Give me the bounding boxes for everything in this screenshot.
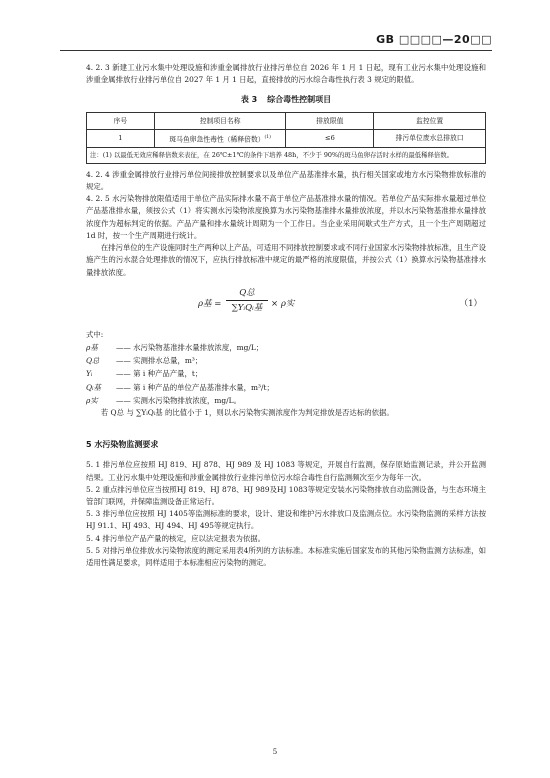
cell-limit: ≤6 xyxy=(286,129,374,147)
page-number: 5 xyxy=(272,748,278,756)
paragraph-5-3: 5. 3 排污单位应按照 HJ 1405等监测标准的要求，设计、建设和维护污水排放口及监测点位。水污染物监测的采样方法按HJ 91.1、HJ 493、HJ 494、HJ 495等规定执行。 xyxy=(86,509,486,531)
header-limit: 排放限值 xyxy=(286,112,374,129)
formula-number: （1） xyxy=(459,298,482,309)
paragraph-ratio-rule: 若 Q总 与 ∑YᵢQᵢ基 的比值小于 1，则以水污染物实测浓度作为判定排放是否达标的依据。 xyxy=(100,407,394,417)
header-item-name: 控制项目名称 xyxy=(154,112,286,129)
definition-item xyxy=(86,367,486,380)
formula-fraction xyxy=(226,287,268,314)
footnote-mark: (1) xyxy=(264,134,271,140)
paragraph-mixed-production: 在排污单位的生产设施同时生产两种以上产品，可适用不同排放控制要求或不同行业国家水污染物排放标准，且生产设施产生的污水混合处理排放的情况下，应执行排放标准中规定的最严格的浓度限值，并按公式（1）换算水污染物基准排水量排放浓度。 xyxy=(86,243,486,277)
table-header-row xyxy=(87,112,486,129)
paragraph-5-5: 5. 5 对排污单位排放水污染物浓度的测定采用表4所列的方法标准。本标准实施后国家发布的其他污染物监测方法标准，如适用性满足要求，同样适用于本标准相应污染物的测定。 xyxy=(86,545,486,567)
definition-text: —— 第 i 种产品的单位产品基准排水量，m³/t； xyxy=(116,382,274,392)
definition-symbol: Yᵢ xyxy=(86,369,93,379)
formula-denominator: ∑YᵢQᵢ基 xyxy=(231,302,263,313)
toxicity-control-table xyxy=(86,112,486,164)
table-3-title: 综合毒性控制项目 xyxy=(267,95,332,105)
table-3-number: 表 3 xyxy=(240,95,258,105)
definition-symbol: ρ实 xyxy=(86,395,98,405)
section-5-title: 5 水污染物监测要求 xyxy=(86,440,159,450)
definition-symbol: Q总 xyxy=(86,356,100,366)
definition-symbol: ρ基 xyxy=(86,342,98,352)
definition-text: —— 实测水污染物排放浓度，mg/L。 xyxy=(116,395,241,405)
paragraph-5-1: 5. 1 排污单位应按照 HJ 819、HJ 878、HJ 989 及 HJ 1083 等规定，开展自行监测，保存原始监测记录，并公开监测结果。工业污水集中处理设施和涉重金属排放行业排污单位污水综合毒性自行监测频次至少为每年一次。 xyxy=(86,460,486,482)
page-content xyxy=(86,62,486,569)
header-rule xyxy=(60,50,492,51)
paragraph-5-2: 5. 2 重点排污单位应当按照HJ 819、HJ 878、HJ 989及HJ 1083等规定安装水污染物排放自动监测设备，与生态环境主管部门联网，并保障监测设备正常运行。 xyxy=(86,484,486,506)
definition-item xyxy=(86,341,486,354)
symbol-definitions xyxy=(86,341,486,407)
cell-location: 排污单位废水总排放口 xyxy=(374,129,486,147)
formula-lhs: ρ基 = xyxy=(198,298,222,309)
table-note-row xyxy=(87,147,486,163)
definition-symbol: Qᵢ基 xyxy=(86,382,101,392)
cell-index: 1 xyxy=(87,129,155,147)
formula-rhs: × ρ实 xyxy=(271,298,295,309)
table-note: 注：(1) 以最低无效应稀释倍数来表征，在 26℃±1℃的条件下培养 48h，不少于 90%的斑马鱼卵存活时水样的最低稀释倍数。 xyxy=(87,147,486,163)
header-location: 监控位置 xyxy=(374,112,486,129)
definition-text: —— 第 i 种产品产量，t； xyxy=(116,369,203,379)
formula-numerator: Q总 xyxy=(226,287,268,301)
formula-1 xyxy=(86,285,486,323)
definition-item xyxy=(86,381,486,394)
cell-item-name-text: 斑马鱼卵急性毒性（稀释倍数） xyxy=(169,134,265,143)
paragraph-5-4: 5. 4 排污单位产品产量的核定，应以法定报表为依据。 xyxy=(86,533,266,543)
definition-item xyxy=(86,394,486,407)
header-index: 序号 xyxy=(87,112,155,129)
paragraph-4-2-3: 4. 2. 3 新建工业污水集中处理设施和涉重金属排放行业排污单位自 2026 年 1 月 1 日起，现有工业污水集中处理设施和涉重金属排放行业排污单位自 2027 年 1 月 1 日起，直接排放的污水综合毒性执行表 3 规定的限值。 xyxy=(86,63,486,85)
where-label: 式中: xyxy=(86,329,104,339)
definition-text: —— 实测排水总量，m³； xyxy=(116,356,203,366)
paragraph-4-2-4: 4. 2. 4 涉重金属排放行业排污单位间接排放控制要求以及单位产品基准排水量，执行相关国家或地方水污染物排放标准的规定。 xyxy=(86,169,486,192)
standard-code-header: GB □□□□—20□□ xyxy=(376,33,492,46)
cell-item-name xyxy=(154,129,286,147)
definition-item xyxy=(86,354,486,367)
paragraph-4-2-5: 4. 2. 5 水污染物排放限值适用于单位产品实际排水量不高于单位产品基准排水量的情况。若单位产品实际排水量超过单位产品基准排水量，须按公式（1）将实测水污染物浓度换算为水污染物基准排水量排放浓度，并以水污染物基准排水量排放浓度作为超标判定的依据。产品产量和排水量统计周期为一个工作日。当企业采用间歇式生产方式，且一个生产周期超过 1d 时，按一个生产周期进行统计。 xyxy=(86,194,486,240)
definition-text: —— 水污染物基准排水量排放浓度，mg/L； xyxy=(116,342,264,352)
table-3-caption xyxy=(86,94,486,106)
table-row xyxy=(87,129,486,147)
